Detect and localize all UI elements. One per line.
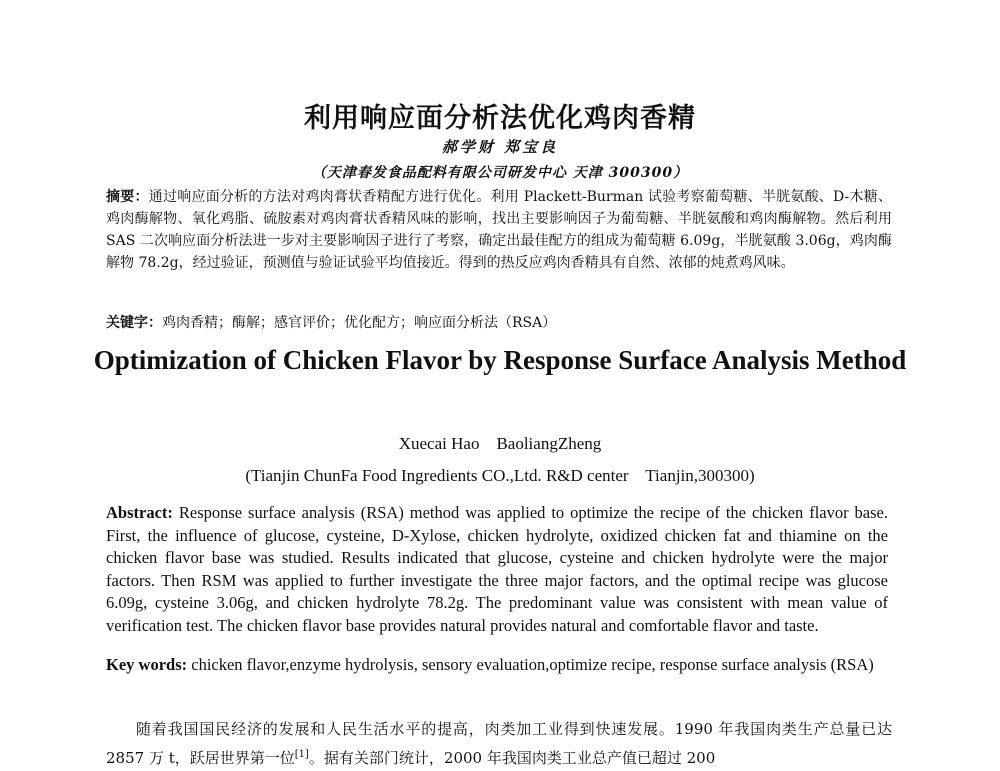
abstract-chinese <box>106 186 892 274</box>
keywords-english-label: Key words: <box>106 655 188 674</box>
abstract-english-label: Abstract: <box>106 503 173 522</box>
keywords-english-text: chicken flavor,enzyme hydrolysis, sensory evaluation,optimize recipe, response surface analysis (RSA) <box>191 655 874 674</box>
abstract-chinese-label: 摘要： <box>106 189 149 205</box>
abstract-chinese-text: 通过响应面分析的方法对鸡肉膏状香精配方进行优化。利用 Plackett-Burman 试验考察葡萄糖、半胱氨酸、D-木糖、鸡肉酶解物、氧化鸡脂、硫胺素对鸡肉膏状香精风味的影响，找出主要影响因子为葡萄糖、半胱氨酸和鸡肉酶解物。然后利用 SAS 二次响应面分析法进一步对主要影响因子进行了考察，确定出最佳配方的组成为葡萄糖 6.09g，半胱氨酸 3.06g，鸡肉酶解物 78.2g，经过验证，预测值与验证试验平均值接近。得到的热反应鸡肉香精具有自然、浓郁的炖煮鸡风味。 <box>106 189 892 271</box>
authors-chinese: 郝学财 郑宝良 <box>441 138 559 156</box>
authors-english: Xuecai Hao BaoliangZheng <box>398 434 602 453</box>
affiliation-chinese: （天津春发食品配料有限公司研发中心 天津 300300） <box>311 165 689 181</box>
abstract-english-text: Response surface analysis (RSA) method was applied to optimize the recipe of the chicken flavor base. First, the influence of glucose, cysteine, D-Xylose, chicken hydrolyte, oxidized chicken fat and thiamine on the chicken flavor base was studied. Results indicated that glucose, cysteine and chicken hydrolyte were the major factors. Then RSM was applied to further investigate the three major factors, and the optimal recipe was glucose 6.09g, cysteine 3.06g, and chicken hydrolyte 78.2g. The predominant value was consistent with mean value of verification test. The chicken flavor base provides natural provides natural and comfortable flavor and taste. <box>106 503 888 635</box>
body-text-part-1: 随着我国国民经济的发展和人民生活水平的提高，肉类加工业得到快速发展。1990 年我国肉类生产总量已达 2857 万 t，跃居世界第一位 <box>106 720 892 767</box>
citation-ref[interactable]: [1] <box>294 749 309 760</box>
title-english: Optimization of Chicken Flavor by Response Surface Analysis Method <box>93 345 907 375</box>
keywords-chinese <box>106 312 892 334</box>
keywords-chinese-label: 关键字： <box>106 315 162 331</box>
abstract-english <box>106 502 888 637</box>
affiliation-english: (Tianjin ChunFa Food Ingredients CO.,Ltd. R&D center Tianjin,300300) <box>245 466 755 485</box>
body-paragraph <box>106 716 892 771</box>
body-text-part-2: 。据有关部门统计，2000 年我国肉类工业总产值已超过 200 <box>308 749 716 767</box>
keywords-english <box>106 654 888 677</box>
keywords-chinese-text: 鸡肉香精；酶解；感官评价；优化配方；响应面分析法（RSA） <box>162 315 557 331</box>
title-chinese: 利用响应面分析法优化鸡肉香精 <box>304 103 696 134</box>
